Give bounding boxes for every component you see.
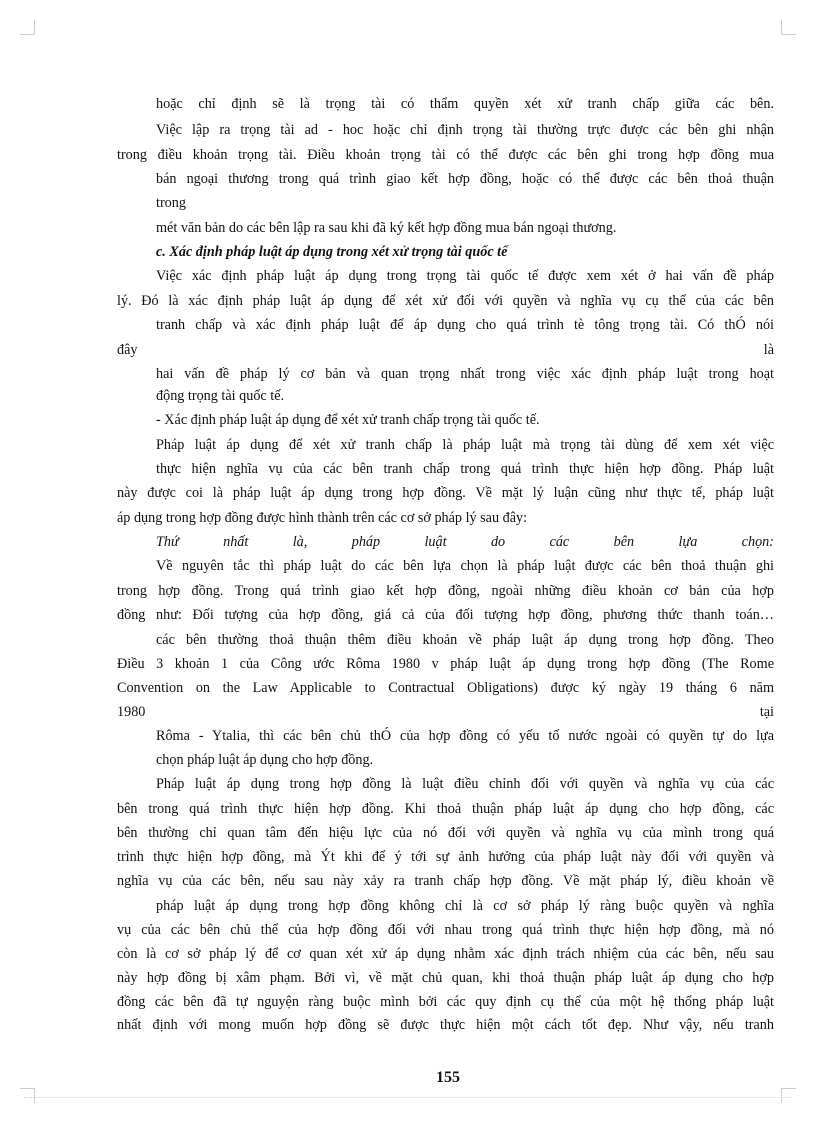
text-line: thực hiện nghĩa vụ của các bên tranh chấp trong quá trình thực hiện hợp đồng. Pháp luật [156,461,774,477]
text-line: đây [117,342,138,358]
italic-subheading: Thứ nhất là, pháp luật do các bên lựa chọn: [156,534,774,550]
text-line: này được coi là pháp luật áp dụng trong hợp đồng. Về mặt lý luận cũng như thực tế, pháp luật [117,485,774,501]
text-line: trong điều khoản trọng tài. Điều khoản trọng tài có thể được các bên ghi trong hợp đồng mua [117,147,774,163]
text-line: trong hợp đồng. Trong quá trình giao kết hợp đồng, ngoài những điều khoản cơ bản của hợp [117,583,774,599]
text-line: đồng như: Đối tượng của hợp đồng, giá cả của đối tượng hợp đồng, phương thức thanh toán… [117,607,774,623]
text-line: Convention on the Law Applicable to Contractual Obligations) được ký ngày 19 tháng 6 năm [117,680,774,696]
page-number: 155 [436,1069,460,1086]
text-line: lý. Đó là xác định pháp luật áp dụng để xét xử đối với quyền và nghĩa vụ cụ thể của các bên [117,293,774,309]
text-line: áp dụng trong hợp đồng được hình thành trên các cơ sở pháp lý sau đây: [117,510,528,526]
text-line: mét văn bản do các bên lập ra sau khi đã ký kết hợp đồng mua bán ngoại thương. [156,220,617,236]
text-line: các bên thường thoả thuận thêm điều khoản về pháp luật áp dụng trong hợp đồng. Theo [156,632,774,648]
text-line: hai vấn đề pháp lý cơ bản và quan trọng nhất trong việc xác định pháp luật trong hoạt [156,366,774,382]
text-line: này hợp đồng bị xâm phạm. Bởi vì, về mặt chủ quan, khi thoả thuận pháp luật áp dụng cho hợp [117,970,774,986]
text-line: nhất định với mong muốn hợp đồng sẽ được thực hiện một cách tốt đẹp. Như vậy, nếu tranh [117,1017,774,1033]
text-line: nghĩa vụ của các bên, nếu sau này xảy ra tranh chấp hợp đồng. Về mặt pháp lý, điều khoản về [117,873,774,889]
text-line: Rôma - Ytalia, thì các bên chủ thÓ của hợp đồng có yếu tố nước ngoài có quyền tự do lựa [156,728,774,744]
text-line: bên trong quá trình thực hiện hợp đồng. Khi thoả thuận pháp luật áp dụng cho hợp đồng, các [117,801,774,817]
text-line: còn là cơ sở pháp lý để cơ quan xét xử áp dụng nhằm xác định trách nhiệm của các bên, nếu sau [117,946,774,962]
text-line: động trọng tài quốc tế. [156,388,285,404]
text-line: Việc xác định pháp luật áp dụng trong trọng tài quốc tế được xem xét ở hai vấn đề pháp [156,268,774,284]
text-line: tại [759,704,774,720]
text-line: bên thường chỉ quan tâm đến hiệu lực của nó đối với quyền và nghĩa vụ của mình trong quá [117,825,774,841]
text-line: trình thực hiện hợp đồng, mà Ýt khi để ý tới sự ảnh hưởng của pháp luật này đối với quyền và [117,849,774,865]
text-line: pháp luật áp dụng trong hợp đồng không chỉ là cơ sở pháp lý ràng buộc quyền và nghĩa [156,898,774,914]
text-line: 1980 [117,704,146,720]
crop-mark [20,20,35,35]
text-line: vụ của các bên chủ thể của hợp đồng đối với nhau trong quá trình thực hiện hợp đồng, mà nó [117,922,774,938]
crop-mark [20,1088,35,1103]
text-line: là [763,342,774,358]
text-line: hoặc chỉ định sẽ là trọng tài có thẩm quyền xét xử tranh chấp giữa các bên. [156,96,774,112]
crop-mark [781,1088,796,1103]
text-line: Điều 3 khoản 1 của Công ước Rôma 1980 v pháp luật áp dụng trong hợp đồng (The Rome [117,656,774,672]
text-line: bán ngoại thương trong quá trình giao kết hợp đồng, hoặc có thể được các bên thoả thuận [156,171,774,187]
crop-mark [781,20,796,35]
text-line: chọn pháp luật áp dụng cho hợp đồng. [156,752,374,768]
section-heading: c. Xác định pháp luật áp dụng trong xét xử trọng tài quốc tế [156,244,508,260]
text-line: tranh chấp và xác định pháp luật để áp dụng cho quá trình tè tông trọng tài. Có thÓ nói [156,317,774,333]
footer-divider [24,1097,792,1098]
text-line: đồng các bên đã tự nguyện ràng buộc mình bởi các quy định cụ thể của một hệ thống pháp luật [117,994,774,1010]
text-line: Pháp luật áp dụng để xét xử tranh chấp là pháp luật mà trọng tài dùng để xem xét việc [156,437,774,453]
text-line: Việc lập ra trọng tài ad - hoc hoặc chỉ định trọng tài thường trực được các bên ghi nhận [156,122,774,138]
text-line: Về nguyên tắc thì pháp luật do các bên lựa chọn là pháp luật được các bên thoả thuận ghi [156,558,774,574]
text-line: - Xác định pháp luật áp dụng để xét xử tranh chấp trọng tài quốc tế. [156,412,540,428]
text-line: trong [156,195,186,211]
text-line: Pháp luật áp dụng trong hợp đồng là luật điều chỉnh đối với quyền và nghĩa vụ của các [156,776,774,792]
